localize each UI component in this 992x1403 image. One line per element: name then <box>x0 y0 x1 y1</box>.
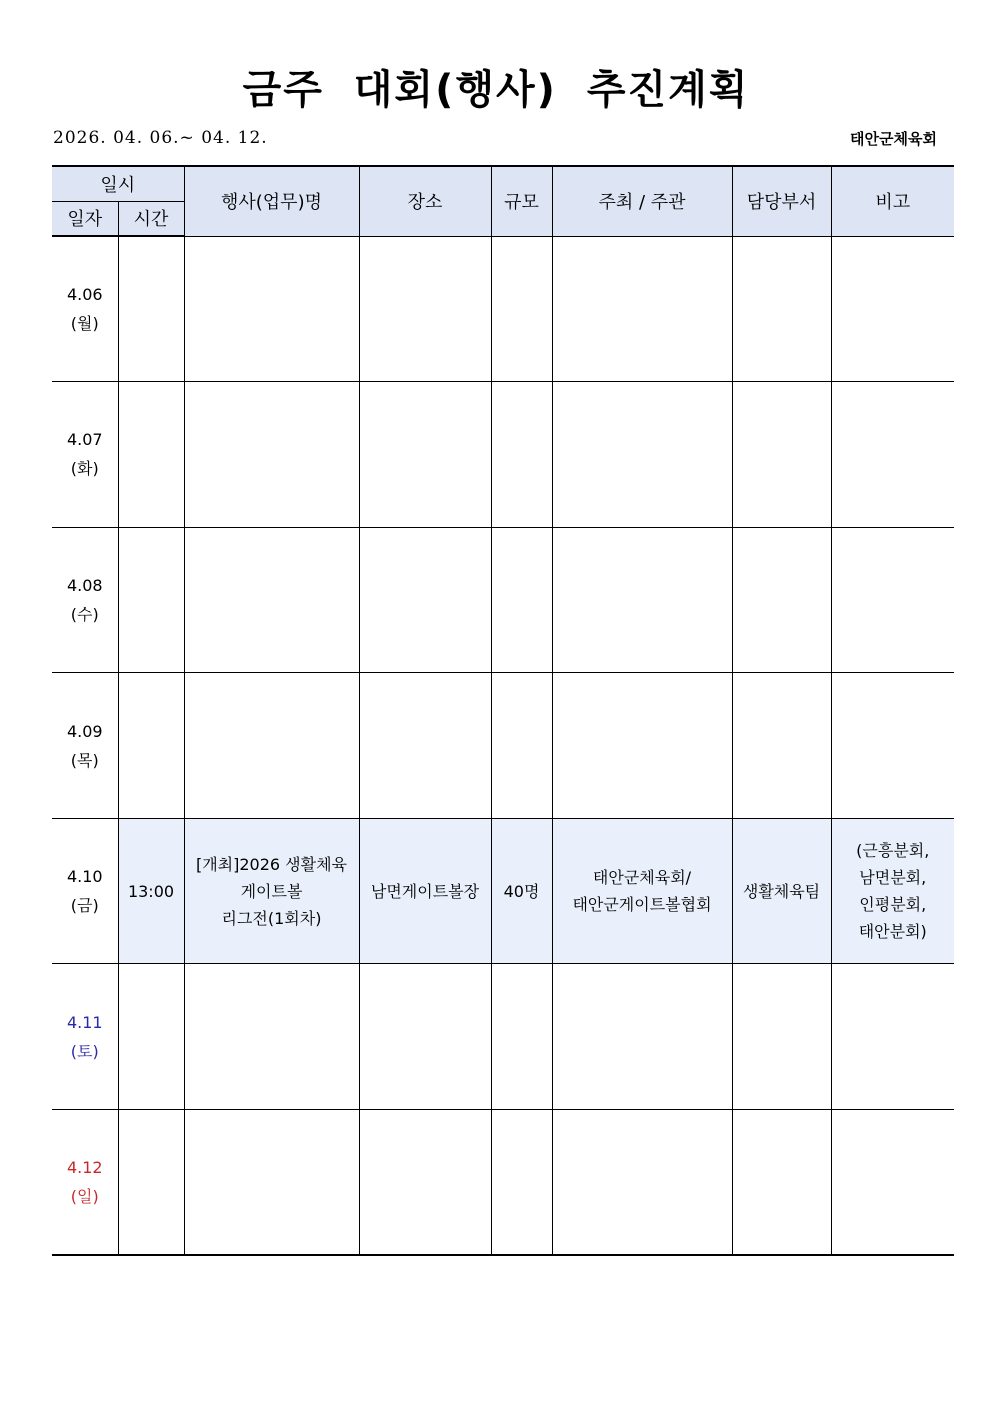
note-line: (근흥분회, <box>856 841 930 861</box>
note-line: 태안분회) <box>858 922 927 942</box>
date-cell <box>52 673 118 819</box>
event-cell <box>184 964 359 1110</box>
table-row <box>52 236 954 382</box>
scale-cell <box>491 527 552 673</box>
place-cell <box>359 818 491 964</box>
host-line: 태안군체육회/ <box>592 868 692 888</box>
scale-cell <box>491 236 552 382</box>
time-cell <box>118 382 184 528</box>
place-cell <box>359 382 491 528</box>
page-title: 금주 대회(행사) 추진계획 <box>242 67 750 113</box>
date-cell <box>52 382 118 528</box>
time-cell <box>118 673 184 819</box>
weekday-text: (목) <box>70 750 99 770</box>
date-cell <box>52 818 118 964</box>
dept-text: 생활체육팀 <box>742 881 821 901</box>
dept-cell <box>732 673 831 819</box>
scale-text: 40명 <box>503 881 540 901</box>
place-cell <box>359 673 491 819</box>
weekday-text: (토) <box>70 1041 99 1061</box>
schedule-body <box>52 236 954 1255</box>
date-text: 4.09 <box>66 721 103 741</box>
date-cell <box>52 964 118 1110</box>
dept-cell <box>732 964 831 1110</box>
place-cell <box>359 1110 491 1256</box>
scale-cell <box>491 818 552 964</box>
event-cell <box>184 818 359 964</box>
event-cell <box>184 527 359 673</box>
event-cell <box>184 673 359 819</box>
header-date: 일자 <box>52 201 118 236</box>
date-text: 4.08 <box>66 575 103 595</box>
weekday-text: (금) <box>70 896 99 916</box>
date-text: 4.06 <box>66 285 103 305</box>
table-row <box>52 818 954 964</box>
place-cell <box>359 236 491 382</box>
host-cell <box>552 673 732 819</box>
table-row <box>52 527 954 673</box>
table-row <box>52 673 954 819</box>
header-time: 시간 <box>118 201 184 236</box>
note-cell <box>831 236 954 382</box>
dept-cell <box>732 236 831 382</box>
place-cell <box>359 527 491 673</box>
scale-cell <box>491 964 552 1110</box>
date-text: 4.10 <box>66 867 103 887</box>
note-cell <box>831 527 954 673</box>
event-line: [개최]2026 생활체육 <box>195 854 348 874</box>
scale-cell <box>491 1110 552 1256</box>
dept-cell <box>732 1110 831 1256</box>
table-row <box>52 964 954 1110</box>
weekday-text: (월) <box>70 314 99 334</box>
header-note: 비고 <box>831 166 954 236</box>
header-datetime: 일시 <box>52 166 184 201</box>
organization-name: 태안군체육회 <box>850 130 937 148</box>
place-cell <box>359 964 491 1110</box>
dept-cell <box>732 818 831 964</box>
header-host: 주최 / 주관 <box>552 166 732 236</box>
note-cell <box>831 673 954 819</box>
time-text: 13:00 <box>127 881 175 901</box>
note-cell <box>831 382 954 528</box>
time-cell <box>118 964 184 1110</box>
date-cell <box>52 1110 118 1256</box>
date-text: 4.07 <box>66 430 103 450</box>
dept-cell <box>732 527 831 673</box>
header-scale: 규모 <box>491 166 552 236</box>
header-event: 행사(업무)명 <box>184 166 359 236</box>
time-cell <box>118 527 184 673</box>
weekday-text: (화) <box>70 459 99 479</box>
event-cell <box>184 1110 359 1256</box>
event-line: 리그전(1회차) <box>221 908 322 928</box>
date-cell <box>52 527 118 673</box>
place-text: 남면게이트볼장 <box>370 881 480 901</box>
weekday-text: (일) <box>70 1187 99 1207</box>
scale-cell <box>491 382 552 528</box>
time-cell <box>118 236 184 382</box>
time-cell <box>118 818 184 964</box>
host-cell <box>552 1110 732 1256</box>
header-dept: 담당부서 <box>732 166 831 236</box>
host-cell <box>552 236 732 382</box>
scale-cell <box>491 673 552 819</box>
event-cell <box>184 382 359 528</box>
dept-cell <box>732 382 831 528</box>
event-cell <box>184 236 359 382</box>
note-cell <box>831 964 954 1110</box>
host-cell <box>552 527 732 673</box>
host-cell <box>552 818 732 964</box>
date-text: 4.12 <box>66 1158 103 1178</box>
event-line: 게이트볼 <box>240 881 303 901</box>
table-row <box>52 1110 954 1256</box>
date-cell <box>52 236 118 382</box>
date-text: 4.11 <box>66 1012 103 1032</box>
time-cell <box>118 1110 184 1256</box>
host-line: 태안군게이트볼협회 <box>572 895 712 915</box>
host-cell <box>552 382 732 528</box>
header-row-top <box>52 166 954 201</box>
schedule-table <box>52 165 954 1256</box>
table-row <box>52 382 954 528</box>
note-cell <box>831 818 954 964</box>
note-line: 남면분회, <box>859 868 927 888</box>
note-cell <box>831 1110 954 1256</box>
host-cell <box>552 964 732 1110</box>
period-range: 2026. 04. 06.~ 04. 12. <box>53 128 268 148</box>
note-line: 인평분회, <box>859 895 927 915</box>
weekday-text: (수) <box>70 604 99 624</box>
header-place: 장소 <box>359 166 491 236</box>
